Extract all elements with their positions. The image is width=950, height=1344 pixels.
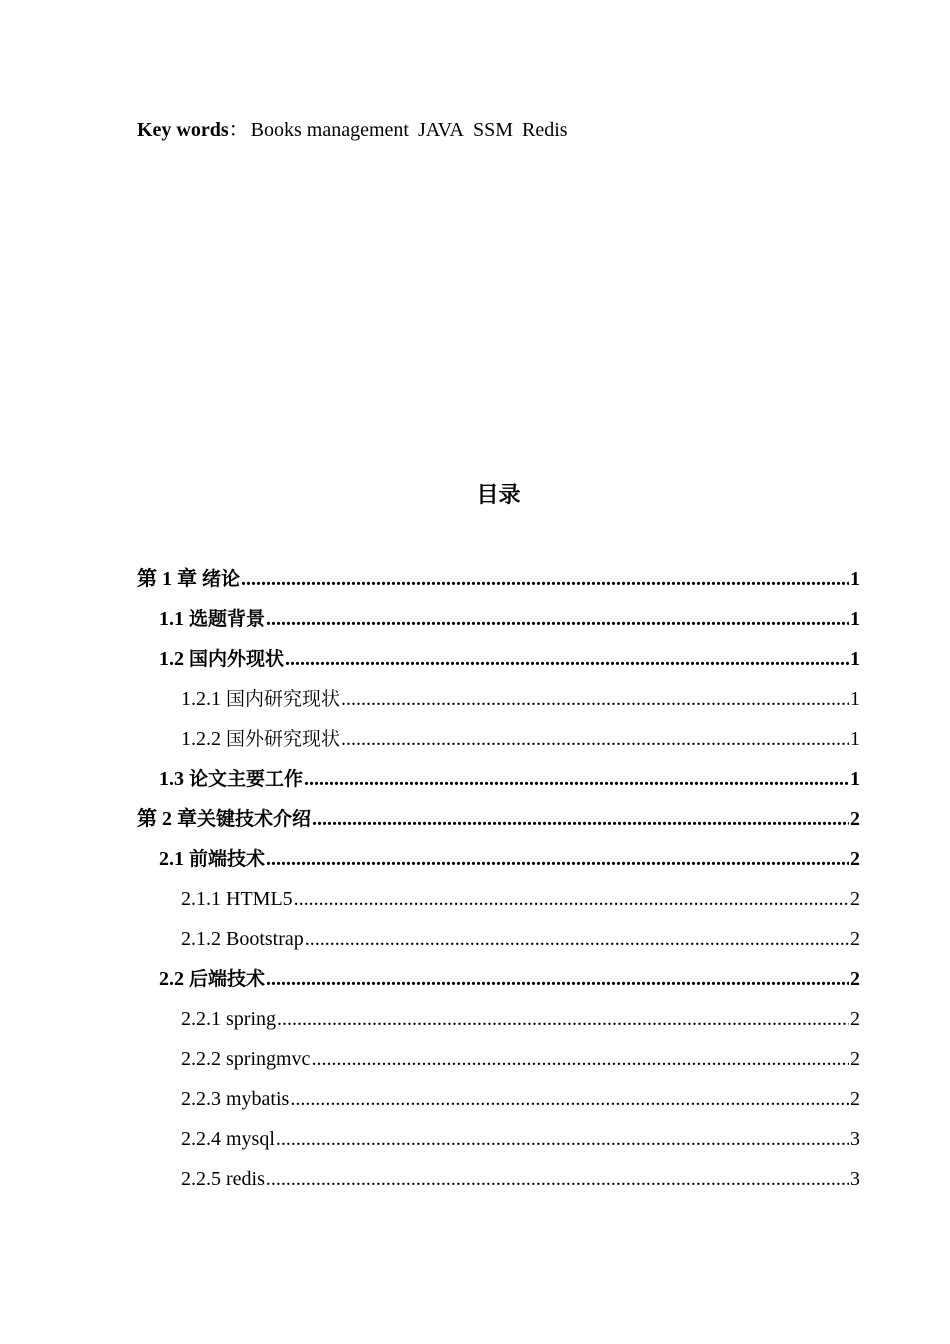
toc-page-number: 2 [850, 888, 860, 910]
keywords-label: Key words [137, 119, 229, 141]
toc-entry-text: 关键技术介绍 [197, 808, 312, 830]
toc-entry-number: 2.2.3 [181, 1088, 226, 1110]
toc-entry[interactable] [137, 763, 860, 803]
toc-entry-text: mybatis [226, 1088, 290, 1110]
toc-entry-label [181, 1003, 276, 1035]
toc-entry-number: 2.1 [159, 848, 189, 870]
toc-entry[interactable] [137, 963, 860, 1003]
toc-entry-text: 国外研究现状 [226, 728, 341, 750]
toc-entry-number: 2.2.5 [181, 1168, 226, 1190]
toc-dot-leader [276, 1123, 849, 1155]
toc-page-number: 2 [850, 1088, 860, 1110]
toc-entry-label [159, 963, 265, 995]
toc-dot-leader [294, 883, 849, 915]
toc-entry[interactable] [137, 683, 860, 723]
toc-entry[interactable] [137, 723, 860, 763]
toc-dot-leader [341, 683, 849, 715]
toc-entry-label [159, 603, 265, 635]
toc-entry-label [137, 803, 311, 835]
toc-dot-leader [266, 1163, 849, 1195]
toc-entry-label [181, 883, 293, 915]
toc-dot-leader [241, 563, 849, 595]
toc-entry-text: 论文主要工作 [189, 768, 304, 790]
toc-entry-label [181, 1083, 289, 1115]
toc-entry-number: 第 2 章 [137, 808, 197, 830]
toc-entry-text: 绪论 [202, 568, 241, 590]
toc-entry-label [181, 923, 304, 955]
toc-entry-text: 国内研究现状 [226, 688, 341, 710]
toc-entry[interactable] [137, 1083, 860, 1123]
toc-entry-label [181, 1163, 265, 1195]
toc-entry-text: 前端技术 [189, 848, 266, 870]
keyword-term: JAVA [417, 119, 464, 141]
toc-dot-leader [285, 643, 849, 675]
toc-entry[interactable] [137, 1163, 860, 1203]
toc-page-number: 3 [850, 1168, 860, 1190]
toc-entry[interactable] [137, 923, 860, 963]
toc-page-number: 1 [850, 608, 860, 630]
table-of-contents [137, 563, 860, 1203]
keyword-term: Books management [250, 119, 409, 141]
toc-dot-leader [266, 603, 849, 635]
toc-entry-number: 1.2.1 [181, 688, 226, 710]
toc-entry[interactable] [137, 803, 860, 843]
toc-page-number: 2 [850, 1048, 860, 1070]
toc-dot-leader [277, 1003, 849, 1035]
toc-entry-label [159, 843, 265, 875]
toc-title: 目录 [476, 483, 521, 508]
toc-entry[interactable] [137, 1123, 860, 1163]
toc-entry-number: 2.1.2 [181, 928, 226, 950]
toc-entry-label [181, 1043, 310, 1075]
toc-entry[interactable] [137, 563, 860, 603]
toc-entry-text: redis [226, 1168, 265, 1190]
toc-page-number: 3 [850, 1128, 860, 1150]
toc-page-number: 1 [850, 568, 860, 590]
toc-entry-number: 第 1 章 [137, 568, 202, 590]
toc-page-number: 1 [850, 728, 860, 750]
toc-entry-label [181, 683, 340, 715]
toc-entry-text: springmvc [226, 1048, 311, 1070]
toc-entry-text: 后端技术 [189, 968, 266, 990]
toc-page-number: 1 [850, 768, 860, 790]
toc-page-number: 2 [850, 1008, 860, 1030]
toc-entry[interactable] [137, 643, 860, 683]
toc-entry-number: 1.1 [159, 608, 189, 630]
toc-entry-number: 1.2 [159, 648, 189, 670]
keywords-line [137, 117, 577, 143]
toc-entry-label [181, 1123, 275, 1155]
toc-page-number: 2 [850, 928, 860, 950]
keywords-separator: ： [228, 119, 249, 141]
toc-entry-number: 2.2.4 [181, 1128, 226, 1150]
toc-entry-label [137, 563, 240, 595]
toc-entry-number: 2.2 [159, 968, 189, 990]
toc-entry-text: 选题背景 [189, 608, 266, 630]
keyword-term: SSM [472, 119, 513, 141]
toc-entry-text: spring [226, 1008, 276, 1030]
toc-entry-text: Bootstrap [226, 928, 304, 950]
toc-page-number: 2 [850, 968, 860, 990]
toc-entry[interactable] [137, 843, 860, 883]
toc-entry-text: HTML5 [226, 888, 293, 910]
toc-dot-leader [305, 923, 849, 955]
toc-dot-leader [304, 763, 849, 795]
toc-page-number: 2 [850, 848, 860, 870]
keyword-term: Redis [521, 119, 568, 141]
toc-entry-label [181, 723, 340, 755]
toc-entry[interactable] [137, 883, 860, 923]
toc-entry-label [159, 763, 303, 795]
toc-entry-number: 1.3 [159, 768, 189, 790]
toc-entry-number: 2.1.1 [181, 888, 226, 910]
toc-entry-label [159, 643, 284, 675]
toc-entry-number: 1.2.2 [181, 728, 226, 750]
toc-dot-leader [290, 1083, 849, 1115]
toc-dot-leader [341, 723, 849, 755]
toc-dot-leader [312, 803, 849, 835]
toc-entry[interactable] [137, 1003, 860, 1043]
toc-entry[interactable] [137, 603, 860, 643]
toc-dot-leader [266, 963, 849, 995]
toc-dot-leader [266, 843, 849, 875]
toc-entry-text: mysql [226, 1128, 275, 1150]
toc-page-number: 1 [850, 648, 860, 670]
toc-dot-leader [311, 1043, 849, 1075]
toc-page-number: 2 [850, 808, 860, 830]
toc-page-number: 1 [850, 688, 860, 710]
toc-entry-number: 2.2.2 [181, 1048, 226, 1070]
toc-entry-number: 2.2.1 [181, 1008, 226, 1030]
toc-entry[interactable] [137, 1043, 860, 1083]
toc-entry-text: 国内外现状 [189, 648, 285, 670]
